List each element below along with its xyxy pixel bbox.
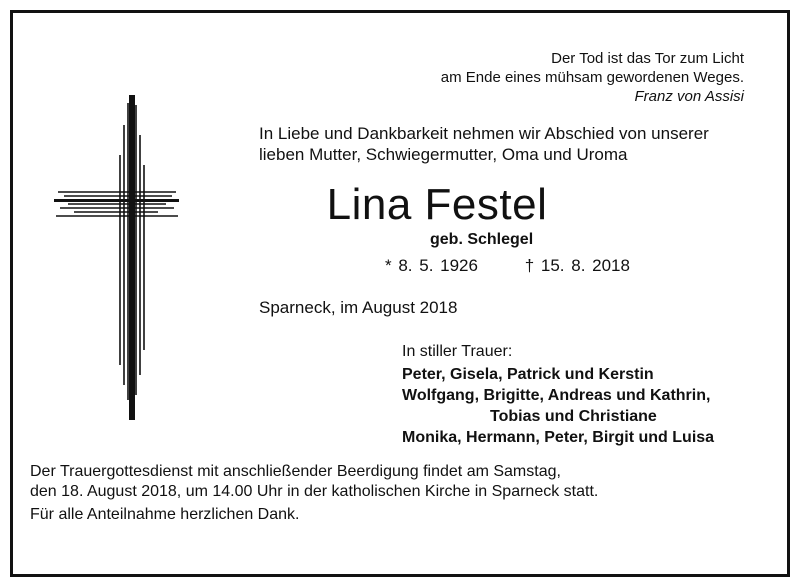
cross-icon [54,95,179,420]
mourners-list [402,364,714,448]
intro-line-2: lieben Mutter, Schwiegermutter, Oma und Uroma [259,145,628,164]
deceased-name: Lina Festel [326,180,548,229]
epigraph [441,49,744,106]
epigraph-author: Franz von Assisi [634,88,744,105]
mourner-line: Tobias und Christiane [490,408,657,425]
birth-name: geb. Schlegel [430,231,534,248]
service-info [30,462,598,525]
intro-line-1: In Liebe und Dankbarkeit nehmen wir Abschied von unserer [259,124,709,143]
death-date: † 15. 8. 2018 [524,256,630,275]
mourners-heading: In stiller Trauer: [402,343,513,360]
life-dates [385,256,630,276]
service-line-2: den 18. August 2018, um 14.00 Uhr in der katholischen Kirche in Sparneck statt. [30,483,599,500]
mourner-line: Wolfgang, Brigitte, Andreas und Kathrin, [402,387,711,404]
mourner-line: Peter, Gisela, Patrick und Kerstin [402,366,654,383]
service-line-1: Der Trauergottesdienst mit anschließender Beerdigung findet am Samstag, [30,463,561,480]
birth-date: * 8. 5. 1926 [385,256,478,275]
epigraph-line-2: am Ende eines mühsam gewordenen Weges. [440,69,744,86]
place-date: Sparneck, im August 2018 [259,298,458,317]
intro-text [259,123,709,165]
thanks-line: Für alle Anteilnahme herzlichen Dank. [30,506,300,523]
mourner-line: Monika, Hermann, Peter, Birgit und Luisa [402,429,715,446]
epigraph-line-1: Der Tod ist das Tor zum Licht [551,50,744,67]
